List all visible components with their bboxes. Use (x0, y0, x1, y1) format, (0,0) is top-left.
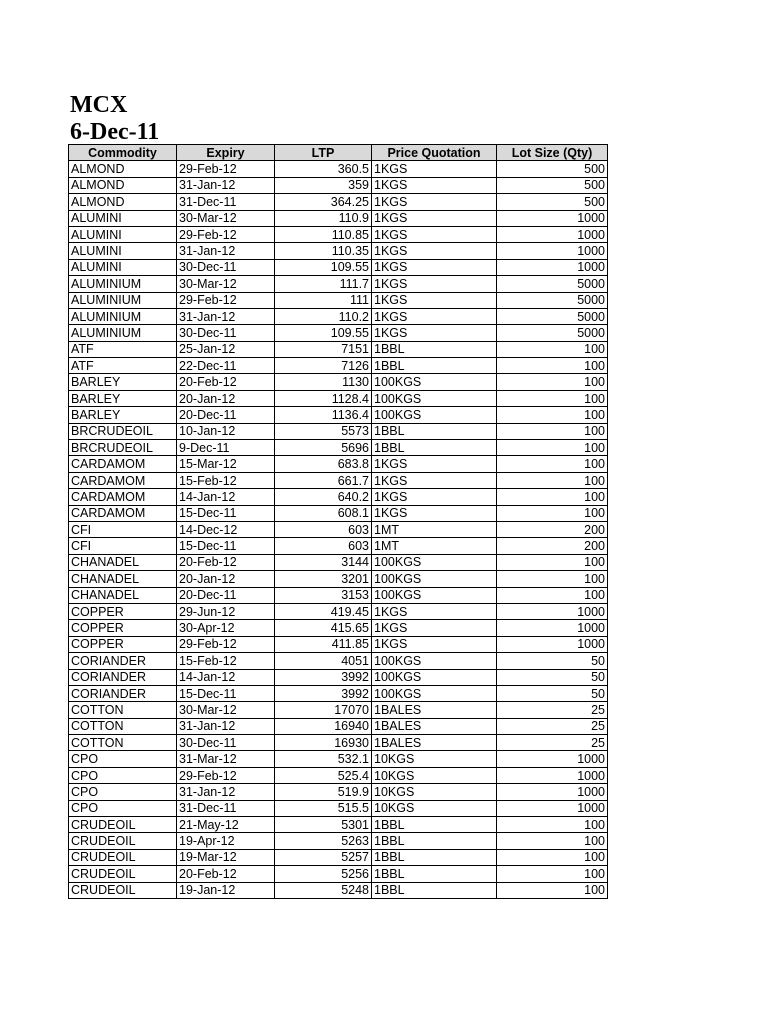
cell-expiry: 20-Feb-12 (177, 374, 275, 390)
cell-lot-size: 1000 (497, 800, 608, 816)
cell-ltp: 7126 (275, 358, 372, 374)
cell-commodity: ALMOND (69, 161, 177, 177)
cell-price-quotation: 100KGS (372, 390, 497, 406)
cell-expiry: 31-Dec-11 (177, 800, 275, 816)
cell-price-quotation: 100KGS (372, 407, 497, 423)
cell-lot-size: 50 (497, 669, 608, 685)
cell-commodity: BRCRUDEOIL (69, 423, 177, 439)
cell-expiry: 29-Feb-12 (177, 636, 275, 652)
cell-expiry: 20-Jan-12 (177, 390, 275, 406)
cell-ltp: 5256 (275, 866, 372, 882)
table-row (69, 669, 608, 685)
table-row (69, 259, 608, 275)
cell-price-quotation: 1BBL (372, 866, 497, 882)
cell-lot-size: 100 (497, 849, 608, 865)
cell-expiry: 15-Dec-11 (177, 685, 275, 701)
cell-commodity: CRUDEOIL (69, 833, 177, 849)
cell-commodity: CPO (69, 751, 177, 767)
cell-lot-size: 100 (497, 833, 608, 849)
cell-commodity: ALUMINI (69, 210, 177, 226)
cell-lot-size: 100 (497, 472, 608, 488)
cell-ltp: 5248 (275, 882, 372, 898)
cell-lot-size: 100 (497, 554, 608, 570)
table-row (69, 685, 608, 701)
table-row (69, 587, 608, 603)
column-header-commodity: Commodity (69, 145, 177, 161)
cell-lot-size: 100 (497, 440, 608, 456)
cell-expiry: 14-Jan-12 (177, 669, 275, 685)
cell-expiry: 22-Dec-11 (177, 358, 275, 374)
cell-price-quotation: 100KGS (372, 587, 497, 603)
cell-lot-size: 1000 (497, 636, 608, 652)
table-row (69, 226, 608, 242)
cell-ltp: 3992 (275, 685, 372, 701)
cell-expiry: 19-Jan-12 (177, 882, 275, 898)
cell-lot-size: 100 (497, 407, 608, 423)
cell-price-quotation: 1KGS (372, 292, 497, 308)
cell-lot-size: 1000 (497, 751, 608, 767)
cell-lot-size: 100 (497, 882, 608, 898)
cell-ltp: 5301 (275, 817, 372, 833)
cell-commodity: CPO (69, 800, 177, 816)
cell-price-quotation: 1BBL (372, 833, 497, 849)
cell-price-quotation: 1KGS (372, 177, 497, 193)
cell-lot-size: 100 (497, 374, 608, 390)
cell-price-quotation: 1KGS (372, 505, 497, 521)
table-row (69, 800, 608, 816)
cell-price-quotation: 1KGS (372, 456, 497, 472)
cell-ltp: 515.5 (275, 800, 372, 816)
cell-lot-size: 500 (497, 194, 608, 210)
table-row (69, 374, 608, 390)
cell-commodity: BRCRUDEOIL (69, 440, 177, 456)
cell-commodity: COTTON (69, 735, 177, 751)
cell-commodity: BARLEY (69, 390, 177, 406)
cell-ltp: 661.7 (275, 472, 372, 488)
cell-price-quotation: 10KGS (372, 767, 497, 783)
column-header-ltp: LTP (275, 145, 372, 161)
table-row (69, 243, 608, 259)
cell-commodity: ALMOND (69, 194, 177, 210)
cell-ltp: 110.85 (275, 226, 372, 242)
cell-expiry: 30-Dec-11 (177, 735, 275, 751)
cell-ltp: 7151 (275, 341, 372, 357)
column-header-expiry: Expiry (177, 145, 275, 161)
cell-commodity: ALMOND (69, 177, 177, 193)
cell-expiry: 31-Jan-12 (177, 718, 275, 734)
table-row (69, 817, 608, 833)
cell-expiry: 29-Feb-12 (177, 226, 275, 242)
cell-commodity: CHANADEL (69, 554, 177, 570)
cell-price-quotation: 1KGS (372, 259, 497, 275)
cell-commodity: CARDAMOM (69, 489, 177, 505)
cell-lot-size: 25 (497, 735, 608, 751)
cell-lot-size: 5000 (497, 276, 608, 292)
cell-price-quotation: 1KGS (372, 489, 497, 505)
cell-ltp: 4051 (275, 653, 372, 669)
cell-commodity: BARLEY (69, 374, 177, 390)
cell-commodity: CARDAMOM (69, 472, 177, 488)
cell-price-quotation: 1MT (372, 521, 497, 537)
cell-commodity: CORIANDER (69, 669, 177, 685)
cell-price-quotation: 100KGS (372, 374, 497, 390)
cell-price-quotation: 1KGS (372, 620, 497, 636)
cell-price-quotation: 100KGS (372, 653, 497, 669)
cell-commodity: COPPER (69, 603, 177, 619)
table-row (69, 653, 608, 669)
cell-commodity: ALUMINIUM (69, 276, 177, 292)
table-row (69, 538, 608, 554)
cell-lot-size: 1000 (497, 243, 608, 259)
cell-lot-size: 200 (497, 521, 608, 537)
cell-price-quotation: 10KGS (372, 751, 497, 767)
cell-ltp: 16930 (275, 735, 372, 751)
cell-expiry: 31-Jan-12 (177, 177, 275, 193)
cell-lot-size: 25 (497, 718, 608, 734)
cell-expiry: 20-Jan-12 (177, 571, 275, 587)
cell-commodity: CARDAMOM (69, 456, 177, 472)
cell-expiry: 21-May-12 (177, 817, 275, 833)
cell-price-quotation: 1BBL (372, 817, 497, 833)
table-row (69, 849, 608, 865)
cell-ltp: 360.5 (275, 161, 372, 177)
cell-lot-size: 100 (497, 505, 608, 521)
cell-lot-size: 5000 (497, 292, 608, 308)
table-row (69, 603, 608, 619)
cell-ltp: 110.9 (275, 210, 372, 226)
table-row (69, 521, 608, 537)
cell-price-quotation: 1BBL (372, 358, 497, 374)
table-row (69, 194, 608, 210)
cell-commodity: CPO (69, 767, 177, 783)
table-row (69, 358, 608, 374)
cell-expiry: 15-Dec-11 (177, 538, 275, 554)
cell-commodity: COPPER (69, 620, 177, 636)
cell-commodity: CHANADEL (69, 587, 177, 603)
cell-expiry: 15-Mar-12 (177, 456, 275, 472)
cell-price-quotation: 1KGS (372, 603, 497, 619)
cell-price-quotation: 1BBL (372, 341, 497, 357)
cell-ltp: 110.35 (275, 243, 372, 259)
cell-expiry: 20-Dec-11 (177, 587, 275, 603)
cell-ltp: 1136.4 (275, 407, 372, 423)
cell-price-quotation: 1KGS (372, 325, 497, 341)
cell-expiry: 30-Dec-11 (177, 325, 275, 341)
table-row (69, 882, 608, 898)
cell-expiry: 19-Apr-12 (177, 833, 275, 849)
cell-ltp: 411.85 (275, 636, 372, 652)
cell-expiry: 30-Mar-12 (177, 276, 275, 292)
cell-expiry: 29-Feb-12 (177, 292, 275, 308)
table-row (69, 784, 608, 800)
cell-expiry: 20-Dec-11 (177, 407, 275, 423)
cell-ltp: 419.45 (275, 603, 372, 619)
table-body (69, 161, 608, 899)
cell-ltp: 364.25 (275, 194, 372, 210)
table-row (69, 571, 608, 587)
cell-expiry: 31-Jan-12 (177, 784, 275, 800)
cell-ltp: 359 (275, 177, 372, 193)
cell-price-quotation: 1KGS (372, 194, 497, 210)
cell-lot-size: 50 (497, 685, 608, 701)
cell-price-quotation: 1KGS (372, 243, 497, 259)
cell-ltp: 17070 (275, 702, 372, 718)
table-row (69, 718, 608, 734)
table-row (69, 161, 608, 177)
table-row (69, 325, 608, 341)
cell-expiry: 31-Jan-12 (177, 243, 275, 259)
cell-commodity: ATF (69, 358, 177, 374)
cell-expiry: 31-Jan-12 (177, 308, 275, 324)
cell-ltp: 110.2 (275, 308, 372, 324)
table-row (69, 177, 608, 193)
cell-lot-size: 1000 (497, 620, 608, 636)
cell-price-quotation: 1BBL (372, 849, 497, 865)
cell-commodity: CORIANDER (69, 685, 177, 701)
cell-price-quotation: 1MT (372, 538, 497, 554)
cell-expiry: 10-Jan-12 (177, 423, 275, 439)
cell-commodity: CRUDEOIL (69, 849, 177, 865)
cell-commodity: CFI (69, 521, 177, 537)
cell-lot-size: 5000 (497, 308, 608, 324)
table-row (69, 702, 608, 718)
cell-lot-size: 100 (497, 866, 608, 882)
table-row (69, 456, 608, 472)
table-row (69, 767, 608, 783)
cell-ltp: 415.65 (275, 620, 372, 636)
cell-price-quotation: 1BALES (372, 735, 497, 751)
cell-lot-size: 1000 (497, 603, 608, 619)
table-row (69, 341, 608, 357)
cell-price-quotation: 10KGS (372, 784, 497, 800)
cell-expiry: 25-Jan-12 (177, 341, 275, 357)
cell-commodity: COTTON (69, 702, 177, 718)
cell-ltp: 5573 (275, 423, 372, 439)
cell-price-quotation: 1BBL (372, 423, 497, 439)
cell-lot-size: 100 (497, 341, 608, 357)
cell-price-quotation: 1KGS (372, 472, 497, 488)
cell-lot-size: 500 (497, 177, 608, 193)
cell-lot-size: 100 (497, 817, 608, 833)
cell-ltp: 3153 (275, 587, 372, 603)
cell-expiry: 15-Feb-12 (177, 472, 275, 488)
cell-ltp: 683.8 (275, 456, 372, 472)
cell-lot-size: 100 (497, 489, 608, 505)
cell-price-quotation: 1BBL (372, 882, 497, 898)
exchange-title: MCX (70, 92, 128, 118)
cell-ltp: 109.55 (275, 259, 372, 275)
report-date: 6-Dec-11 (70, 119, 160, 145)
table-row (69, 423, 608, 439)
cell-lot-size: 500 (497, 161, 608, 177)
column-header-lot-size: Lot Size (Qty) (497, 145, 608, 161)
cell-expiry: 20-Feb-12 (177, 554, 275, 570)
cell-ltp: 3992 (275, 669, 372, 685)
cell-lot-size: 5000 (497, 325, 608, 341)
cell-ltp: 3201 (275, 571, 372, 587)
cell-price-quotation: 1KGS (372, 226, 497, 242)
cell-lot-size: 100 (497, 571, 608, 587)
table-row (69, 620, 608, 636)
cell-ltp: 1128.4 (275, 390, 372, 406)
cell-expiry: 30-Dec-11 (177, 259, 275, 275)
cell-expiry: 31-Mar-12 (177, 751, 275, 767)
cell-commodity: CRUDEOIL (69, 866, 177, 882)
cell-lot-size: 50 (497, 653, 608, 669)
cell-ltp: 640.2 (275, 489, 372, 505)
cell-price-quotation: 100KGS (372, 669, 497, 685)
cell-lot-size: 100 (497, 456, 608, 472)
cell-commodity: CRUDEOIL (69, 882, 177, 898)
cell-lot-size: 100 (497, 390, 608, 406)
table-row (69, 735, 608, 751)
cell-commodity: ALUMINIUM (69, 292, 177, 308)
cell-ltp: 519.9 (275, 784, 372, 800)
cell-price-quotation: 1BBL (372, 440, 497, 456)
cell-expiry: 29-Feb-12 (177, 161, 275, 177)
cell-lot-size: 25 (497, 702, 608, 718)
cell-price-quotation: 1KGS (372, 276, 497, 292)
table-header-row (69, 145, 608, 161)
cell-commodity: CARDAMOM (69, 505, 177, 521)
cell-commodity: COPPER (69, 636, 177, 652)
cell-ltp: 5257 (275, 849, 372, 865)
cell-ltp: 5696 (275, 440, 372, 456)
cell-expiry: 15-Feb-12 (177, 653, 275, 669)
cell-price-quotation: 1KGS (372, 161, 497, 177)
cell-expiry: 14-Dec-12 (177, 521, 275, 537)
cell-expiry: 20-Feb-12 (177, 866, 275, 882)
cell-expiry: 31-Dec-11 (177, 194, 275, 210)
cell-commodity: ALUMINIUM (69, 325, 177, 341)
cell-expiry: 30-Mar-12 (177, 210, 275, 226)
cell-lot-size: 1000 (497, 226, 608, 242)
cell-lot-size: 1000 (497, 259, 608, 275)
cell-commodity: BARLEY (69, 407, 177, 423)
table-row (69, 210, 608, 226)
cell-expiry: 30-Apr-12 (177, 620, 275, 636)
table-row (69, 489, 608, 505)
cell-ltp: 109.55 (275, 325, 372, 341)
cell-ltp: 608.1 (275, 505, 372, 521)
table-row (69, 308, 608, 324)
table-row (69, 866, 608, 882)
cell-price-quotation: 100KGS (372, 571, 497, 587)
table-row (69, 276, 608, 292)
cell-commodity: ALUMINI (69, 243, 177, 259)
cell-ltp: 603 (275, 521, 372, 537)
table-row (69, 833, 608, 849)
cell-price-quotation: 1BALES (372, 702, 497, 718)
cell-price-quotation: 1KGS (372, 308, 497, 324)
table-row (69, 440, 608, 456)
cell-lot-size: 200 (497, 538, 608, 554)
cell-expiry: 29-Jun-12 (177, 603, 275, 619)
table-row (69, 472, 608, 488)
table-row (69, 751, 608, 767)
cell-lot-size: 100 (497, 358, 608, 374)
cell-commodity: COTTON (69, 718, 177, 734)
commodity-table (68, 144, 608, 899)
cell-expiry: 29-Feb-12 (177, 767, 275, 783)
cell-commodity: ALUMINI (69, 226, 177, 242)
cell-commodity: CPO (69, 784, 177, 800)
cell-commodity: CRUDEOIL (69, 817, 177, 833)
cell-ltp: 525.4 (275, 767, 372, 783)
cell-price-quotation: 1BALES (372, 718, 497, 734)
table-row (69, 292, 608, 308)
cell-expiry: 15-Dec-11 (177, 505, 275, 521)
cell-ltp: 111 (275, 292, 372, 308)
cell-ltp: 532.1 (275, 751, 372, 767)
table-row (69, 407, 608, 423)
cell-expiry: 19-Mar-12 (177, 849, 275, 865)
table-row (69, 554, 608, 570)
cell-ltp: 16940 (275, 718, 372, 734)
cell-commodity: CHANADEL (69, 571, 177, 587)
cell-ltp: 111.7 (275, 276, 372, 292)
cell-price-quotation: 10KGS (372, 800, 497, 816)
cell-commodity: ATF (69, 341, 177, 357)
table-row (69, 636, 608, 652)
cell-commodity: ALUMINIUM (69, 308, 177, 324)
cell-lot-size: 1000 (497, 210, 608, 226)
cell-lot-size: 100 (497, 587, 608, 603)
cell-expiry: 14-Jan-12 (177, 489, 275, 505)
cell-commodity: CORIANDER (69, 653, 177, 669)
cell-expiry: 9-Dec-11 (177, 440, 275, 456)
cell-price-quotation: 100KGS (372, 685, 497, 701)
cell-price-quotation: 1KGS (372, 210, 497, 226)
cell-lot-size: 1000 (497, 784, 608, 800)
cell-price-quotation: 1KGS (372, 636, 497, 652)
cell-ltp: 5263 (275, 833, 372, 849)
cell-lot-size: 1000 (497, 767, 608, 783)
cell-ltp: 1130 (275, 374, 372, 390)
cell-price-quotation: 100KGS (372, 554, 497, 570)
cell-commodity: CFI (69, 538, 177, 554)
table-row (69, 390, 608, 406)
cell-ltp: 603 (275, 538, 372, 554)
cell-commodity: ALUMINI (69, 259, 177, 275)
cell-expiry: 30-Mar-12 (177, 702, 275, 718)
table-row (69, 505, 608, 521)
cell-lot-size: 100 (497, 423, 608, 439)
cell-ltp: 3144 (275, 554, 372, 570)
column-header-price-quotation: Price Quotation (372, 145, 497, 161)
